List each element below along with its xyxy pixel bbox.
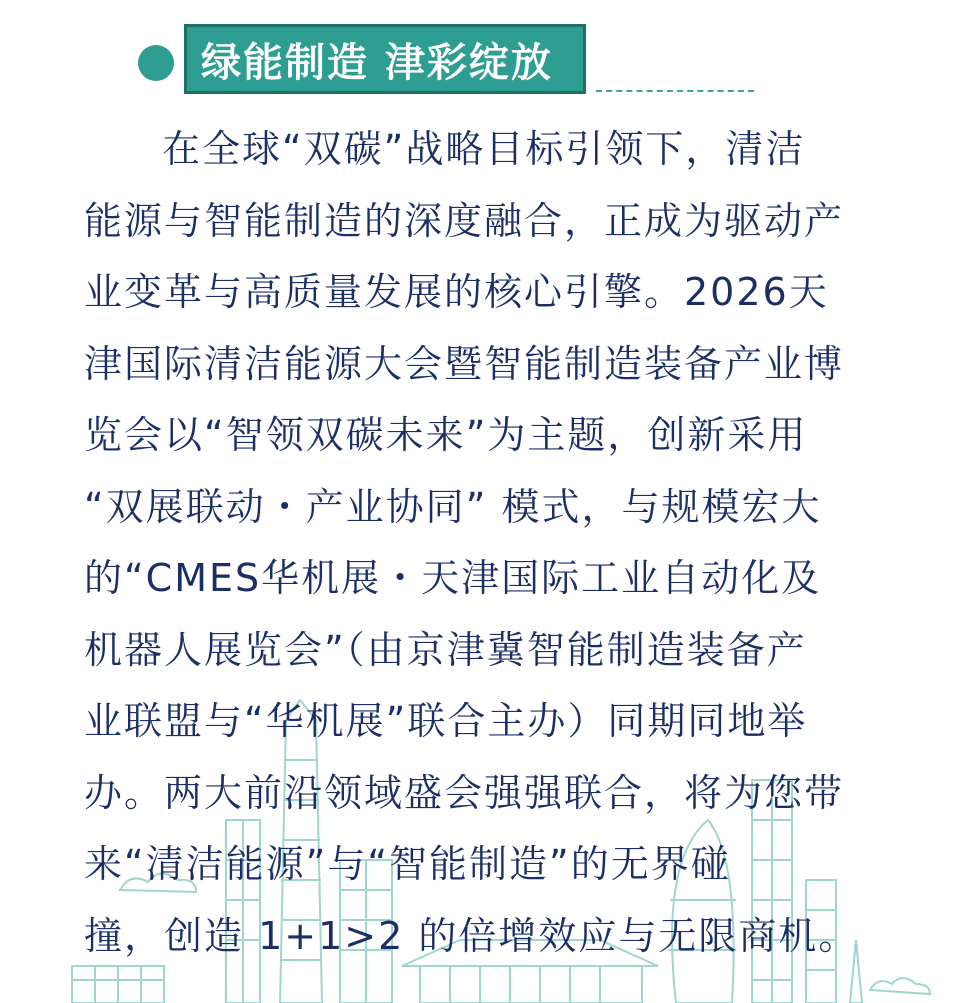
- article-line: “双展联动・产业协同” 模式，与规模宏大: [84, 484, 822, 529]
- section-title: 绿能制造 津彩绽放: [201, 39, 553, 86]
- article-line: 览会以“智领双碳未来”为主题，创新采用: [84, 413, 808, 457]
- article-line: 业变革与高质量发展的核心引擎。2026天: [84, 270, 829, 314]
- article-line: 在全球“双碳”战略目标引领下，清洁: [162, 127, 806, 171]
- section-title-box: [184, 24, 586, 94]
- article-line: 机器人展览会”（由京津冀智能制造装备产: [84, 627, 807, 672]
- bullet-dot-icon: [138, 45, 174, 81]
- article-line: 津国际清洁能源大会暨智能制造装备产业博: [84, 341, 845, 386]
- article-line: 办。两大前沿领域盛会强强联合，将为您带: [84, 770, 845, 815]
- dashed-underline: [596, 90, 754, 92]
- article-line: 的“CMES华机展・天津国际工业自动化及: [84, 556, 822, 600]
- article-line: 撞，创造 1+1>2 的倍增效应与无限商机。: [84, 913, 859, 958]
- article-line: 来“清洁能源”与“智能制造”的无界碰: [84, 842, 731, 886]
- article-body: [84, 114, 894, 972]
- article-line: 能源与智能制造的深度融合，正成为驱动产: [84, 198, 845, 243]
- article-line: 业联盟与“华机展”联合主办）同期同地举: [84, 699, 808, 743]
